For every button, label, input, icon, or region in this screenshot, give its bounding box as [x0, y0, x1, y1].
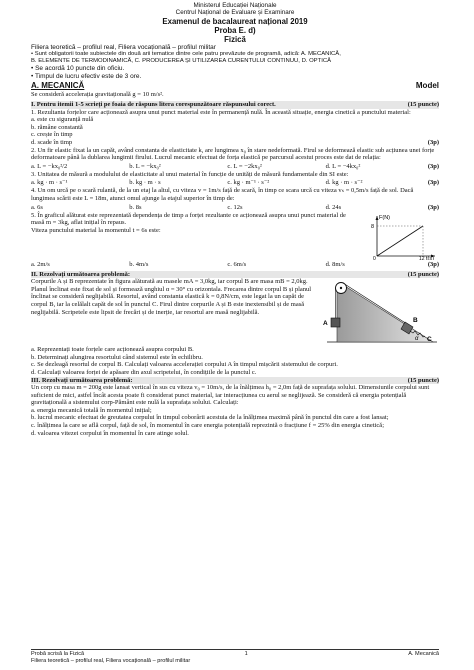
- instruction-bullet-1b: B. ELEMENTE DE TERMODINAMICĂ, C. PRODUCEREA ȘI UTILIZAREA CURENTULUI CONTINUU, D. OPTICĂ: [31, 58, 332, 65]
- q2-option-a: a. L = −kx₀²/2: [31, 162, 68, 170]
- graph-force-line: [377, 226, 423, 256]
- graph-y-tick: 8: [371, 223, 375, 230]
- q5-text-1: 5. În graficul alăturat este reprezentată dependența de timp a forței rezultante ce acționează asupra unui punct material de masă m = 3kg, aflat inițial în repaus.: [31, 211, 346, 227]
- q4-option-a: a. 6s: [31, 203, 43, 211]
- exam-title: Examenul de bacalaureat național 2019: [162, 16, 308, 26]
- part3-text: Un corp cu masa m = 200g este lansat vertical în sus cu viteza v₀ = 10m/s, de la înălțimea h₀ = 2,0m față de suprafața solului. Dimensiunile corpului sunt suficient de mici, astfel încât acesta poate fi considerat punct material, iar interacțiunea cu aerul se neglijează. Se consideră că energia potențială gravitațională a sistemului corp-Pământ este nulă la suprafața solului. Calculați:: [31, 384, 430, 407]
- page-content: [31, 2, 439, 437]
- footer-row-2: Filiera teoretică – profilul real, Filiera vocațională – profilul militar: [31, 657, 191, 664]
- q3-text: 3. Unitatea de măsură a modulului de elasticitate al unui material în funcție de unități de măsură fundamentale din SI este:: [31, 170, 349, 178]
- q5-text-col: [31, 212, 363, 260]
- q3-options: [31, 178, 439, 187]
- part3-item-d: d. valoarea vitezei corpului în momentul în care atinge solul.: [31, 429, 189, 437]
- q5-option-b: b. 4m/s: [129, 260, 149, 268]
- q1-option-c: c. crește în timp: [31, 131, 73, 139]
- part2-item-b: b. Determinați alungirea resortului când sistemul este în echilibru.: [31, 353, 203, 361]
- inclined-plane: [337, 286, 433, 342]
- body-a: [331, 318, 340, 327]
- part3-points: (15 puncte): [407, 376, 439, 384]
- q3-option-a: a. kg · m · s⁻¹: [31, 179, 68, 187]
- footer-right: A. Mecanică: [408, 651, 439, 657]
- instruction-bullet-1: • Sunt obligatorii toate subiectele din două arii tematice dintre cele patru prevăzute de programă, adică: A. MECANICĂ,: [31, 51, 341, 58]
- filiera-line: Filiera teoretică – profilul real, Filiera vocațională – profilul militar: [31, 43, 216, 51]
- part2-item-c: c. Se dezleagă resortul de corpul B. Calculați valoarea accelerației corpului A în timpul mișcării sistemului de corpuri.: [31, 361, 338, 369]
- gravity-note: Se consideră accelerația gravitațională g = 10 m/s².: [31, 91, 164, 99]
- q5-block: [31, 212, 439, 260]
- q1-points: (3p): [427, 138, 439, 146]
- part2-heading-row: [31, 271, 439, 279]
- q2-option-c: c. L = −2kx₀²: [227, 162, 262, 170]
- part2-block: [31, 278, 439, 346]
- q5-options: [31, 260, 439, 269]
- q4-option-c: c. 12s: [227, 203, 243, 211]
- graph-x-label: t(s): [426, 255, 434, 260]
- q1-option-b: b. rămâne constantă: [31, 123, 83, 131]
- center-header: Centrul Național de Evaluare și Examinare: [175, 9, 295, 17]
- footer: [31, 651, 439, 664]
- footer-divider: [31, 649, 439, 650]
- q4-options: [31, 203, 439, 212]
- q3-option-b: b. kg · m · s: [129, 179, 161, 187]
- q5-option-a: a. 2m/s: [31, 260, 50, 268]
- section-header: [31, 81, 439, 90]
- part2-text: Corpurile A și B reprezentate în figura alăturată au masele mA = 3,0kg, iar corpul B are masa mB = 2,0kg. Planul înclinat este fixat de sol și formează unghiul α = 30° cu orizontala. Frecarea dintre corpul B și planul înclinat se consideră neglijabilă. Resortul, având constanta elastică k = 0,8N/cm, este legat la un capăt de corpul B, iar la celălalt capăt de sol în punctul C. Firul dintre corpurile A și B este inextensibil și de masă neglijabilă. Scripetele este lipsit de frecări și de inerție, iar resortul are masă neglijabilă.: [31, 278, 312, 316]
- part3-item-c: c. înălțimea la care se află corpul, față de sol, în momentul în care energia potențială reprezintă o fracțiune f = 25% din energia cinetică;: [31, 422, 385, 430]
- graph-x-tick: 12: [419, 255, 425, 260]
- q1-option-d: d. scade în timp: [31, 138, 73, 146]
- part1-points: (15 puncte): [407, 101, 439, 108]
- label-alpha: α: [415, 336, 419, 343]
- q5-points: (3p): [427, 260, 440, 268]
- q5-option-d: d. 8m/s: [325, 260, 345, 268]
- part2-item-a: a. Reprezentați toate forțele care acționează asupra corpului B.: [31, 346, 194, 354]
- q4-points: (3p): [427, 203, 440, 211]
- part3-item-a: a. energia mecanică totală în momentul inițial;: [31, 406, 152, 414]
- part2-points: (15 puncte): [407, 270, 439, 278]
- label-b: B: [413, 317, 418, 325]
- q2-points: (3p): [427, 162, 440, 170]
- graph-origin: 0: [373, 255, 376, 260]
- q4-option-b: b. 8s: [129, 203, 142, 211]
- footer-page-number: 1: [244, 651, 248, 657]
- q2-option-b: b. L = −kx₀²: [129, 162, 161, 170]
- proba-title: Proba E. d): [214, 25, 256, 35]
- instruction-bullet-2: • Se acordă 10 puncte din oficiu.: [31, 65, 125, 73]
- subject-title: Fizică: [224, 34, 246, 44]
- footer-left: Probă scrisă la Fizică: [31, 651, 85, 657]
- part3-heading: III. Rezolvați următoarea problemă:: [31, 376, 133, 384]
- q4-option-d: d. 24s: [325, 203, 342, 211]
- q3-option-d: d. kg · m · s⁻²: [325, 179, 363, 187]
- q5-text-2: Viteza punctului material la momentul t = 6s este:: [31, 226, 161, 234]
- footer-row-1: [31, 651, 439, 658]
- model-label: Model: [415, 81, 439, 91]
- part1-heading-row: [31, 101, 439, 109]
- q1-last-row: [31, 139, 439, 147]
- part3-item-b: b. lucrul mecanic efectuat de greutatea corpului în timpul coborârii acestuia de la înălțimea maximă până în punctul din care a fost lansat;: [31, 414, 389, 422]
- q5-option-c: c. 6m/s: [227, 260, 247, 268]
- ministry-header: Ministerul Educației Naționale: [193, 2, 277, 9]
- part3-heading-row: [31, 377, 439, 385]
- q2-options: [31, 162, 439, 171]
- part2-heading: II. Rezolvați următoarea problemă:: [31, 270, 131, 278]
- instruction-bullet-3: • Timpul de lucru efectiv este de 3 ore.: [31, 72, 142, 80]
- q1-text: 1. Rezultanta forțelor care acționează asupra unui punct material este în permanență nulă. În această situație, energia cinetică a punctului material:: [31, 108, 411, 116]
- incline-figure: [321, 278, 439, 346]
- q4-text: 4. Un om urcă pe o scară rulantă, de la un etaj la altul, cu viteza v = 1m/s față de scară, în timp ce scara urcă cu viteza vₛ = 0,5m/s față de sol. Dacă lungimea scării este L = 18m, atunci omul ajunge la etajul superior în timp de:: [31, 187, 414, 202]
- part1-heading: I. Pentru itemii 1-5 scrieți pe foaia de răspuns litera corespunzătoare răspunsului corect.: [31, 101, 276, 108]
- pulley-axle: [340, 287, 342, 289]
- q3-option-c: c. kg · m⁻¹ · s⁻²: [227, 179, 270, 187]
- q2-option-d: d. L = −4kx₀²: [325, 162, 361, 170]
- part2-item-d: d. Calculați valoarea forței de apăsare din axul scripetelui, în condițiile de la punctul c.: [31, 368, 257, 376]
- q1-option-a: a. este cu siguranță nulă: [31, 116, 94, 124]
- graph-y-label: F(N): [379, 214, 390, 221]
- label-a: A: [323, 320, 328, 328]
- q3-points: (3p): [427, 179, 440, 187]
- q2-text: 2. Un fir elastic fixat la un capăt, având constanta de elasticitate k, are lungimea x₀ în stare nedeformată. Firul se deformează elastic sub acțiunea unei forțe deformatoare până la dublarea lungimii firului. Lucrul mecanic efectuat de forța elastică pe parcursul acestui proces este dat de relația:: [31, 146, 435, 162]
- force-time-graph: [363, 212, 439, 260]
- section-title: A. MECANICĂ: [31, 81, 85, 91]
- label-c: C: [427, 336, 432, 344]
